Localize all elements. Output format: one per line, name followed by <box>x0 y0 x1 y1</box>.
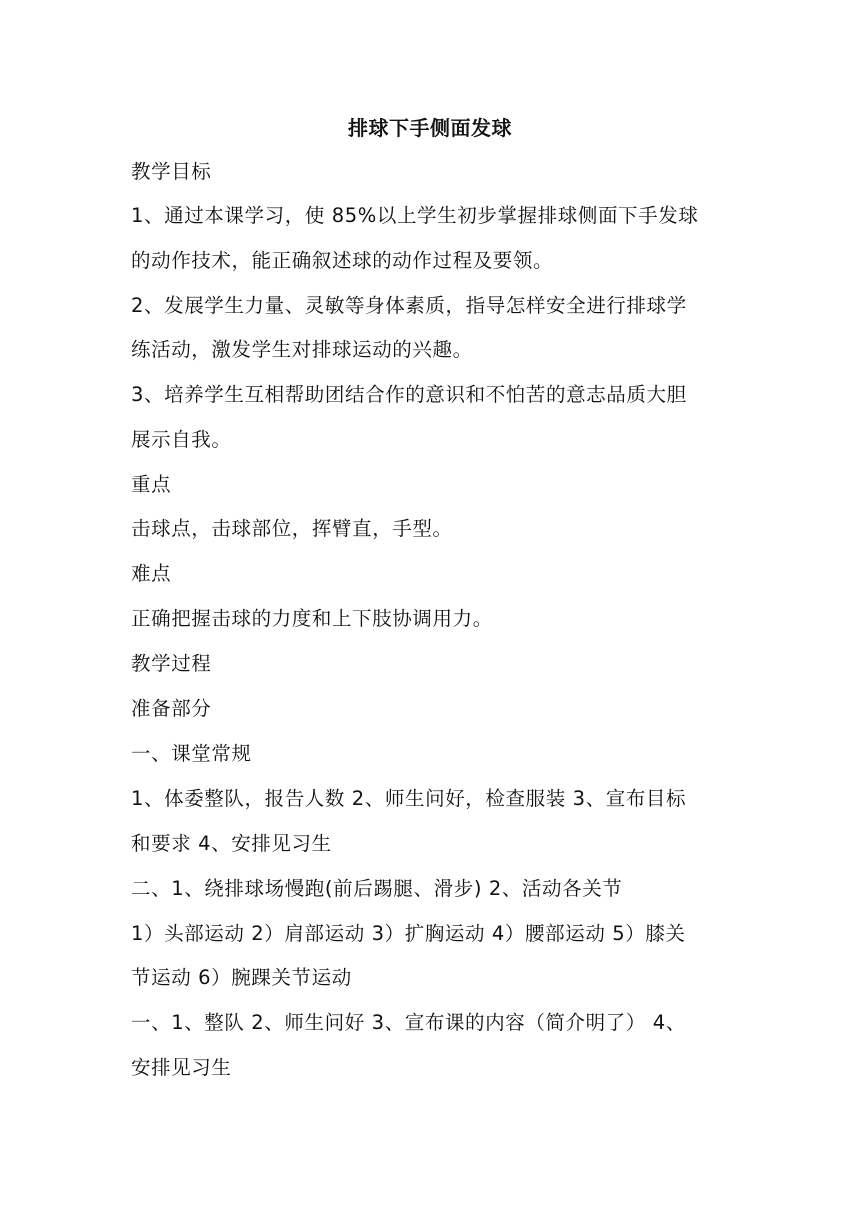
text-line: 1）头部运动 2）肩部运动 3）扩胸运动 4）腰部运动 5）膝关 <box>131 922 686 945</box>
text-line: 一、课堂常规 <box>131 742 252 765</box>
text-line: 练活动，激发学生对排球运动的兴趣。 <box>131 338 473 361</box>
text-line: 1、通过本课学习，使 85%以上学生初步掌握排球侧面下手发球 <box>131 204 699 227</box>
text-line: 展示自我。 <box>131 428 232 451</box>
text-line: 正确把握击球的力度和上下肢协调用力。 <box>131 607 493 630</box>
text-line: 和要求 4、安排见习生 <box>131 832 332 855</box>
text-line: 二、1、绕排球场慢跑(前后踢腿、滑步) 2、活动各关节 <box>131 877 623 900</box>
text-line: 3、培养学生互相帮助团结合作的意识和不怕苦的意志品质大胆 <box>131 383 687 406</box>
text-line: 击球点，击球部位，挥臂直，手型。 <box>131 517 453 540</box>
text-line: 1、体委整队，报告人数 2、师生问好，检查服装 3、宣布目标 <box>131 787 687 810</box>
heading-teaching-process: 教学过程 <box>131 652 212 675</box>
text-line: 2、发展学生力量、灵敏等身体素质，指导怎样安全进行排球学 <box>131 294 687 317</box>
heading-teaching-goals: 教学目标 <box>131 160 212 183</box>
text-line: 安排见习生 <box>131 1056 232 1079</box>
heading-difficulties: 难点 <box>131 562 172 585</box>
text-line: 一、1、整队 2、师生问好 3、宣布课的内容（简介明了） 4、 <box>131 1011 686 1034</box>
heading-key-points: 重点 <box>131 473 172 496</box>
heading-preparation: 准备部分 <box>131 697 212 720</box>
text-line: 节运动 6）腕踝关节运动 <box>131 966 352 989</box>
text-line: 的动作技术，能正确叙述球的动作过程及要领。 <box>131 249 554 272</box>
document-title: 排球下手侧面发球 <box>348 116 512 140</box>
